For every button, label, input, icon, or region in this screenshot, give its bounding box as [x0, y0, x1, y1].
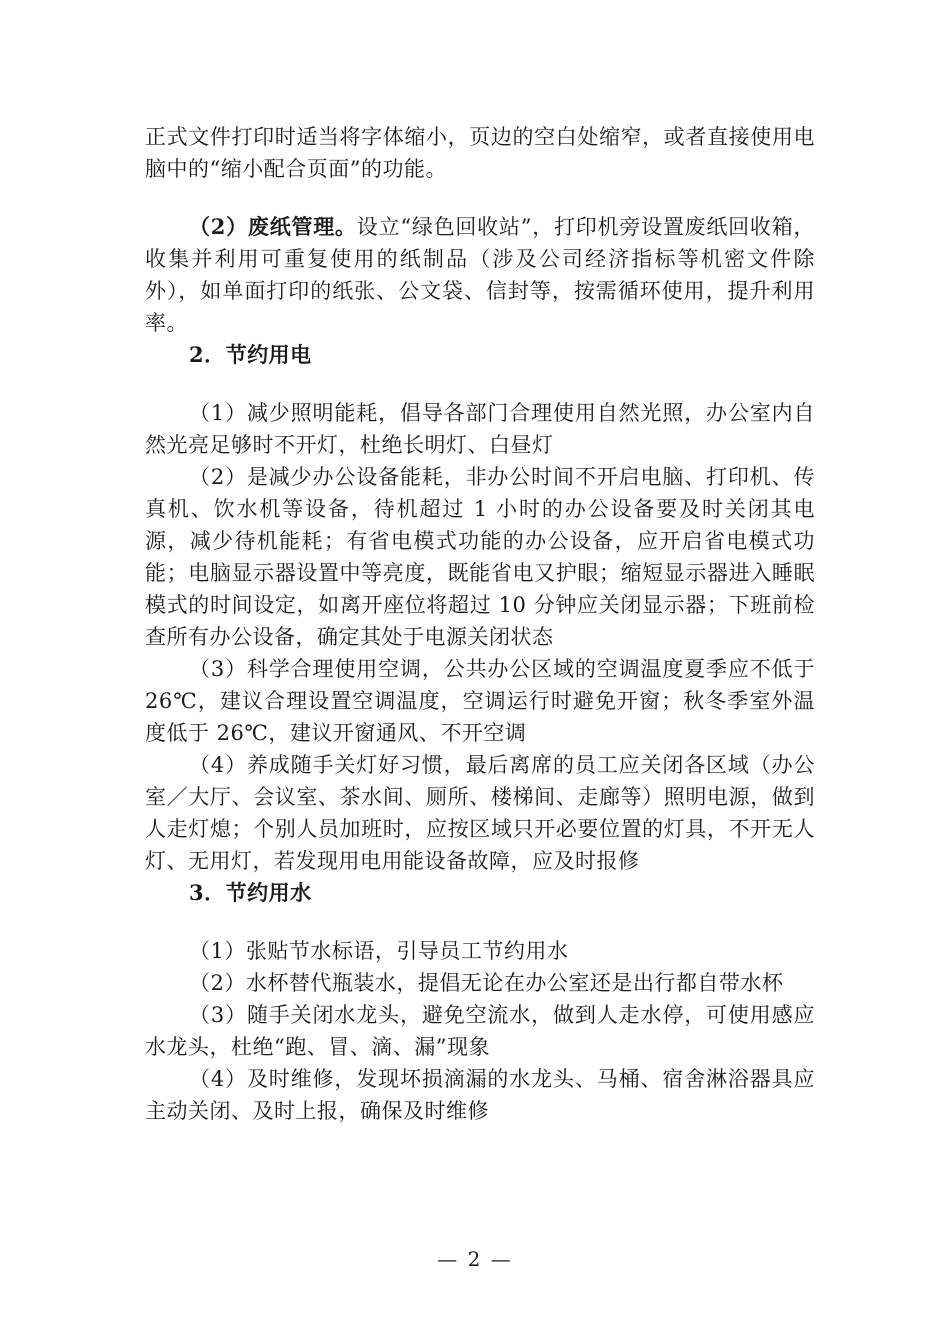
page-number: — 2 —	[437, 1247, 513, 1271]
paragraph-waste-paper	[145, 211, 815, 339]
waste-paper-lead: （2）废纸管理。	[189, 214, 357, 239]
water-item-4: （4）及时维修，发现坏损滴漏的水龙头、马桶、宿舍淋浴器具应主动关闭、及时上报，确保及时维修	[145, 1067, 815, 1123]
section-heading-electricity: 2．节约用电	[189, 342, 312, 367]
water-item-1: （1）张贴节水标语，引导员工节约用水	[189, 939, 569, 963]
electricity-item-2: （2）是减少办公设备能耗，非办公时间不开启电脑、打印机、传真机、饮水机等设备，待机超过 1 小时的办公设备要及时关闭其电源，减少待机能耗；有省电模式功能的办公设备，应开启省电模式功能；电脑显示器设置中等亮度，既能省电又护眼；缩短显示器进入睡眠模式的时间设定，如离开座位将超过 10 分钟应关闭显示器；下班前检查所有办公设备，确定其处于电源关闭状态	[145, 465, 815, 649]
water-item-3: （3）随手关闭水龙头，避免空流水，做到人走水停，可使用感应水龙头，杜绝“跑、冒、滴、漏”现象	[145, 1003, 815, 1059]
electricity-item-4: （4）养成随手关灯好习惯，最后离席的员工应关闭各区域（办公室／大厅、会议室、茶水间、厕所、楼梯间、走廊等）照明电源，做到人走灯熄；个别人员加班时，应按区域只开必要位置的灯具，不开无人灯、无用灯，若发现用电用能设备故障，应及时报修	[145, 753, 815, 873]
waste-paper-text: 设立“绿色回收站”，打印机旁设置废纸回收箱，收集并利用可重复使用的纸制品（涉及公司经济指标等机密文件除外），如单面打印的纸张、公文袋、信封等，按需循环使用，提升利用率。	[145, 215, 815, 335]
water-item-2: （2）水杯替代瓶装水，提倡无论在办公室还是出行都自带水杯	[189, 971, 784, 995]
paragraph-print-settings: 正式文件打印时适当将字体缩小，页边的空白处缩窄，或者直接使用电脑中的“缩小配合页面”的功能。	[145, 125, 815, 181]
electricity-item-3: （3）科学合理使用空调，公共办公区域的空调温度夏季应不低于 26℃，建议合理设置空调温度，空调运行时避免开窗；秋冬季室外温度低于 26℃，建议开窗通风、不开空调	[145, 657, 815, 745]
body-text	[145, 121, 815, 1127]
electricity-item-1: （1）减少照明能耗，倡导各部门合理使用自然光照，办公室内自然光亮足够时不开灯，杜绝长明灯、白昼灯	[145, 401, 815, 457]
section-heading-water: 3．节约用水	[189, 880, 312, 905]
